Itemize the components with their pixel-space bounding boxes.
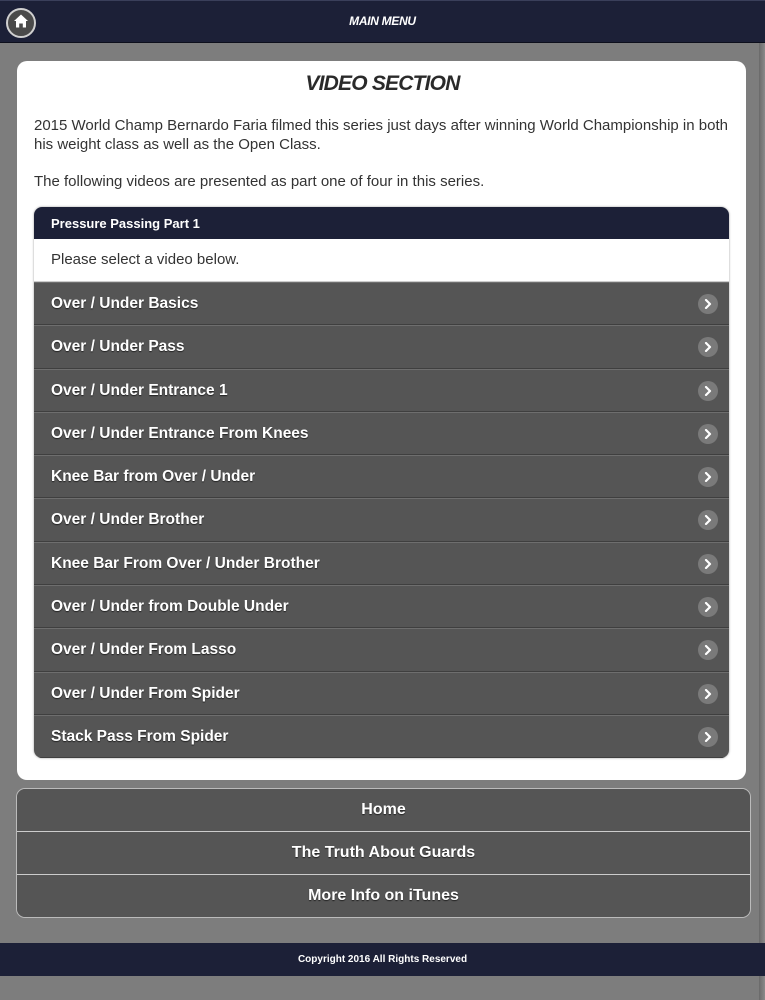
- chevron-right-icon: [698, 467, 718, 487]
- chevron-right-icon: [698, 510, 718, 530]
- video-item-label: Over / Under From Lasso: [51, 641, 237, 659]
- video-list-item[interactable]: [34, 282, 729, 325]
- video-item-label: Stack Pass From Spider: [51, 727, 229, 745]
- video-list-item[interactable]: [34, 628, 729, 671]
- chevron-right-icon: [698, 337, 718, 357]
- section-title: VIDEO SECTION: [305, 72, 460, 95]
- top-bar: [0, 0, 765, 43]
- series-paragraph: The following videos are presented as part one of four in this series.: [34, 173, 485, 190]
- copyright-text: Copyright 2016 All Rights Reserved: [297, 954, 468, 965]
- video-list-item[interactable]: [34, 715, 729, 758]
- video-item-label: Over / Under Pass: [51, 338, 185, 356]
- chevron-right-icon: [698, 727, 718, 747]
- video-item-label: Knee Bar From Over / Under Brother: [51, 554, 320, 572]
- chevron-right-icon: [698, 294, 718, 314]
- scrollbar-track[interactable]: [759, 0, 765, 1000]
- main-menu-title[interactable]: MAIN MENU: [349, 14, 416, 28]
- video-list-header: Pressure Passing Part 1: [34, 207, 729, 239]
- nav-home-button[interactable]: Home: [17, 789, 750, 832]
- chevron-right-icon: [698, 684, 718, 704]
- video-item-label: Over / Under Entrance From Knees: [51, 424, 309, 442]
- chevron-right-icon: [698, 597, 718, 617]
- video-list-item[interactable]: [34, 325, 729, 368]
- video-item-label: Over / Under From Spider: [51, 684, 240, 702]
- bottom-nav: [16, 788, 751, 918]
- video-list-item[interactable]: [34, 369, 729, 412]
- video-item-label: Over / Under Brother: [51, 511, 205, 529]
- video-list-item[interactable]: [34, 455, 729, 498]
- video-item-label: Over / Under Entrance 1: [51, 381, 228, 399]
- intro-paragraph: 2015 World Champ Bernardo Faria filmed this series just days after winning World Championship in both his weight class as well as the Open Class.: [34, 117, 728, 153]
- nav-itunes-button[interactable]: More Info on iTunes: [17, 875, 750, 917]
- footer: [0, 943, 765, 976]
- chevron-right-icon: [698, 424, 718, 444]
- video-item-label: Knee Bar from Over / Under: [51, 468, 256, 486]
- video-list-item[interactable]: [34, 672, 729, 715]
- video-list-item[interactable]: [34, 498, 729, 541]
- chevron-right-icon: [698, 640, 718, 660]
- video-item-label: Over / Under from Double Under: [51, 598, 289, 616]
- video-list-item[interactable]: [34, 412, 729, 455]
- video-list-item[interactable]: [34, 585, 729, 628]
- video-list-item[interactable]: [34, 542, 729, 585]
- video-list-info: Please select a video below.: [34, 239, 729, 282]
- nav-truth-about-guards-button[interactable]: The Truth About Guards: [17, 832, 750, 875]
- video-list: [34, 207, 729, 758]
- chevron-right-icon: [698, 554, 718, 574]
- video-item-label: Over / Under Basics: [51, 295, 199, 312]
- chevron-right-icon: [698, 381, 718, 401]
